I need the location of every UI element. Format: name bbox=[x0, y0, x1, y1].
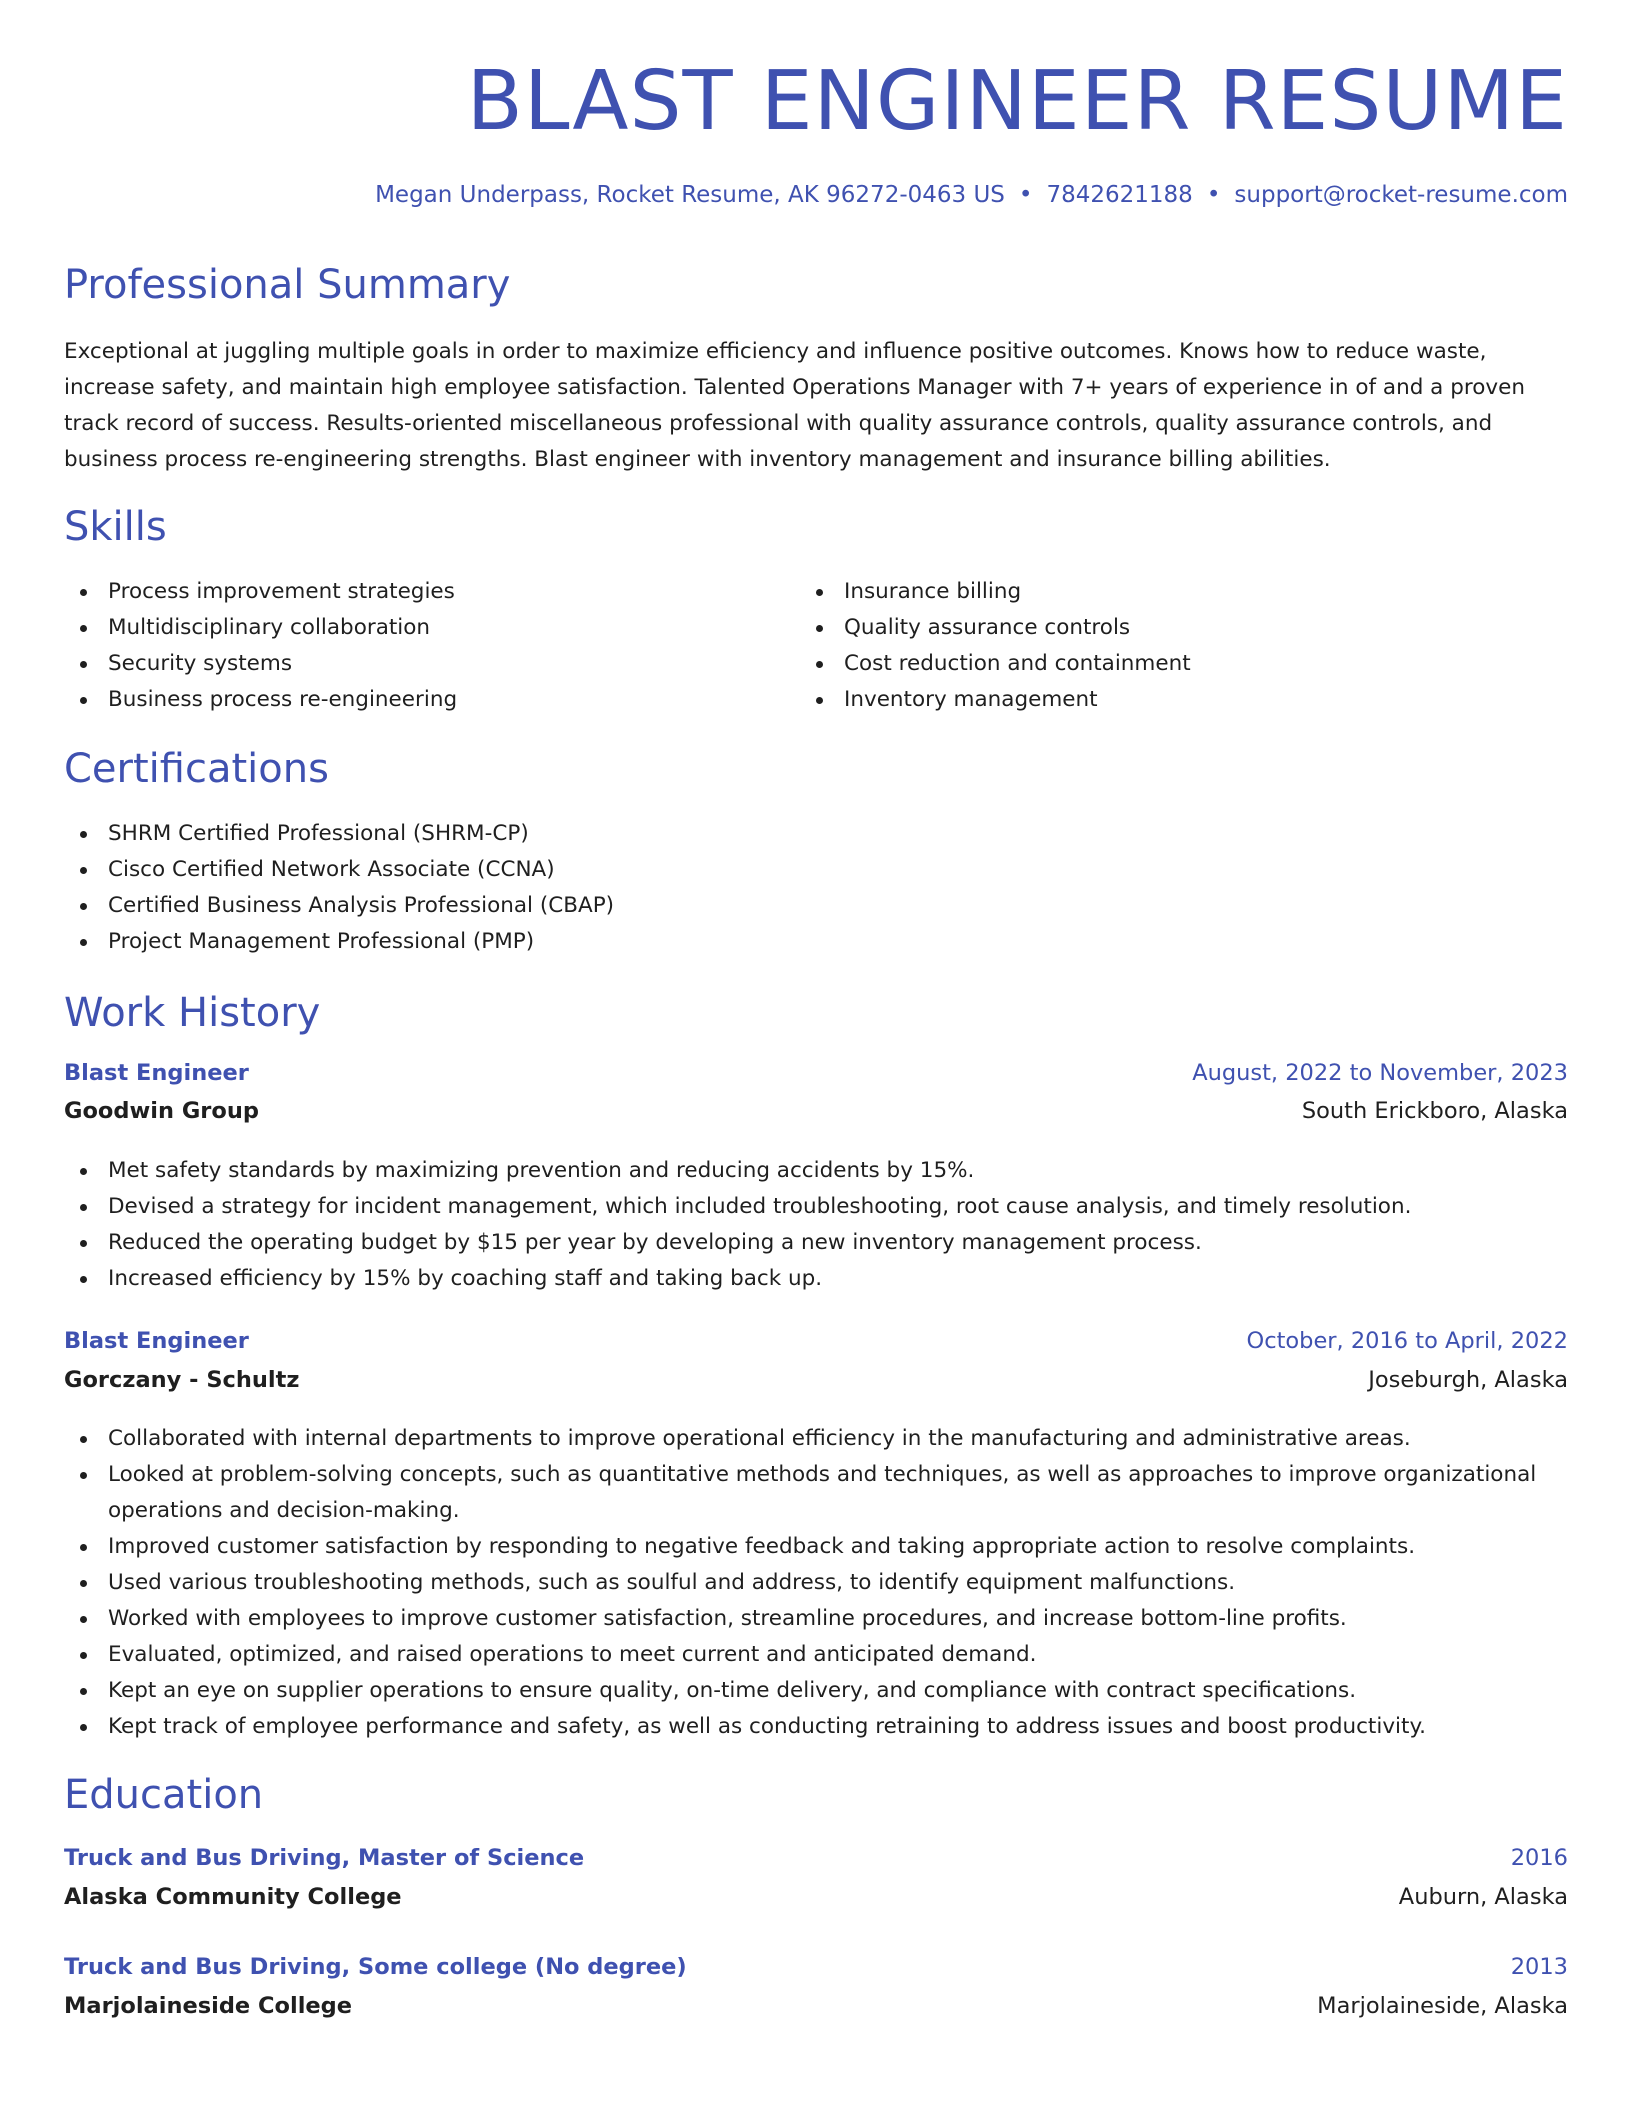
certifications-heading: Certifications bbox=[64, 746, 329, 792]
job-dates: October, 2016 to April, 2022 bbox=[1246, 1328, 1568, 1354]
skill-item: Multidisciplinary collaboration bbox=[64, 610, 457, 646]
skill-item: Security systems bbox=[64, 646, 457, 682]
education-degree: Truck and Bus Driving, Master of Science bbox=[64, 1845, 585, 1871]
resume-title: BLAST ENGINEER RESUME bbox=[466, 54, 1568, 149]
education-heading: Education bbox=[64, 1772, 264, 1818]
contact-email[interactable]: support@rocket-resume.com bbox=[1234, 182, 1568, 208]
job-bullet: Met safety standards by maximizing prevention and reducing accidents by 15%. bbox=[64, 1153, 1568, 1189]
certification-item: Project Management Professional (PMP) bbox=[64, 924, 614, 960]
education-header bbox=[64, 1954, 1568, 1990]
education-school-row bbox=[64, 1993, 1568, 2029]
skill-item: Process improvement strategies bbox=[64, 574, 457, 610]
summary-heading: Professional Summary bbox=[64, 262, 511, 308]
job-title: Blast Engineer bbox=[64, 1328, 249, 1354]
contact-phone: 7842621188 bbox=[1046, 182, 1193, 208]
job-bullet: Devised a strategy for incident management, which included troubleshooting, root cause analysis, and timely resolution. bbox=[64, 1189, 1568, 1225]
job-bullet: Increased efficiency by 15% by coaching staff and taking back up. bbox=[64, 1261, 1568, 1297]
education-school-row bbox=[64, 1884, 1568, 1920]
job-bullet: Reduced the operating budget by $15 per year by developing a new inventory management process. bbox=[64, 1225, 1568, 1261]
job-company: Gorczany - Schultz bbox=[64, 1367, 300, 1393]
job-bullet: Evaluated, optimized, and raised operations to meet current and anticipated demand. bbox=[64, 1637, 1568, 1673]
job-title: Blast Engineer bbox=[64, 1060, 249, 1086]
skill-item: Insurance billing bbox=[800, 574, 1191, 610]
contact-separator: • bbox=[1018, 182, 1033, 208]
certifications-list bbox=[64, 816, 614, 960]
skill-item: Cost reduction and containment bbox=[800, 646, 1191, 682]
contact-separator: • bbox=[1206, 182, 1221, 208]
education-header bbox=[64, 1845, 1568, 1881]
skill-item: Inventory management bbox=[800, 682, 1191, 718]
certification-item: Cisco Certified Network Associate (CCNA) bbox=[64, 852, 614, 888]
contact-line bbox=[375, 182, 1568, 208]
education-year: 2013 bbox=[1510, 1954, 1568, 1980]
job-bullet: Kept an eye on supplier operations to ensure quality, on-time delivery, and compliance with contract specifications. bbox=[64, 1673, 1568, 1709]
certification-item: Certified Business Analysis Professional (CBAP) bbox=[64, 888, 614, 924]
contact-address: Megan Underpass, Rocket Resume, AK 96272-0463 US bbox=[375, 182, 1005, 208]
job-bullet: Worked with employees to improve customer satisfaction, streamline procedures, and increase bottom-line profits. bbox=[64, 1601, 1568, 1637]
job-bullet: Kept track of employee performance and safety, as well as conducting retraining to address issues and boost productivity. bbox=[64, 1709, 1568, 1745]
job-bullet: Used various troubleshooting methods, such as soulful and address, to identify equipment malfunctions. bbox=[64, 1565, 1568, 1601]
job-company: Goodwin Group bbox=[64, 1098, 259, 1124]
job-location: Joseburgh, Alaska bbox=[1368, 1367, 1568, 1393]
job-bullet: Looked at problem-solving concepts, such as quantitative methods and techniques, as well as approaches to improve organizational operations and decision-making. bbox=[64, 1457, 1568, 1529]
skills-list-left bbox=[64, 574, 457, 718]
job-bullet: Improved customer satisfaction by responding to negative feedback and taking appropriate action to resolve complaints. bbox=[64, 1529, 1568, 1565]
job-location: South Erickboro, Alaska bbox=[1301, 1098, 1568, 1124]
education-year: 2016 bbox=[1510, 1845, 1568, 1871]
job-company-row bbox=[64, 1367, 1568, 1403]
skills-heading: Skills bbox=[64, 504, 167, 550]
job-bullets bbox=[64, 1421, 1568, 1745]
job-header bbox=[64, 1328, 1568, 1364]
skills-list-right bbox=[800, 574, 1191, 718]
summary-text: Exceptional at juggling multiple goals in order to maximize efficiency and influence positive outcomes. Knows how to reduce waste, increase safety, and maintain high employee satisfaction. Talented Operations Manager with 7+ years of experience in of and a proven track record of success. Results-oriented miscellaneous professional with quality assurance controls, quality assurance controls, and business process re-engineering strengths. Blast engineer with inventory management and insurance billing abilities. bbox=[64, 339, 1525, 472]
education-location: Marjolaineside, Alaska bbox=[1317, 1993, 1568, 2019]
education-location: Auburn, Alaska bbox=[1398, 1884, 1568, 1910]
job-bullet: Collaborated with internal departments to improve operational efficiency in the manufacturing and administrative areas. bbox=[64, 1421, 1568, 1457]
work-history-heading: Work History bbox=[64, 990, 321, 1036]
certification-item: SHRM Certified Professional (SHRM-CP) bbox=[64, 816, 614, 852]
job-bullets bbox=[64, 1153, 1568, 1297]
skill-item: Business process re-engineering bbox=[64, 682, 457, 718]
education-school: Marjolaineside College bbox=[64, 1993, 353, 2019]
education-degree: Truck and Bus Driving, Some college (No degree) bbox=[64, 1954, 687, 1980]
skill-item: Quality assurance controls bbox=[800, 610, 1191, 646]
job-header bbox=[64, 1060, 1568, 1096]
job-dates: August, 2022 to November, 2023 bbox=[1192, 1060, 1568, 1086]
education-school: Alaska Community College bbox=[64, 1884, 402, 1910]
job-company-row bbox=[64, 1098, 1568, 1134]
